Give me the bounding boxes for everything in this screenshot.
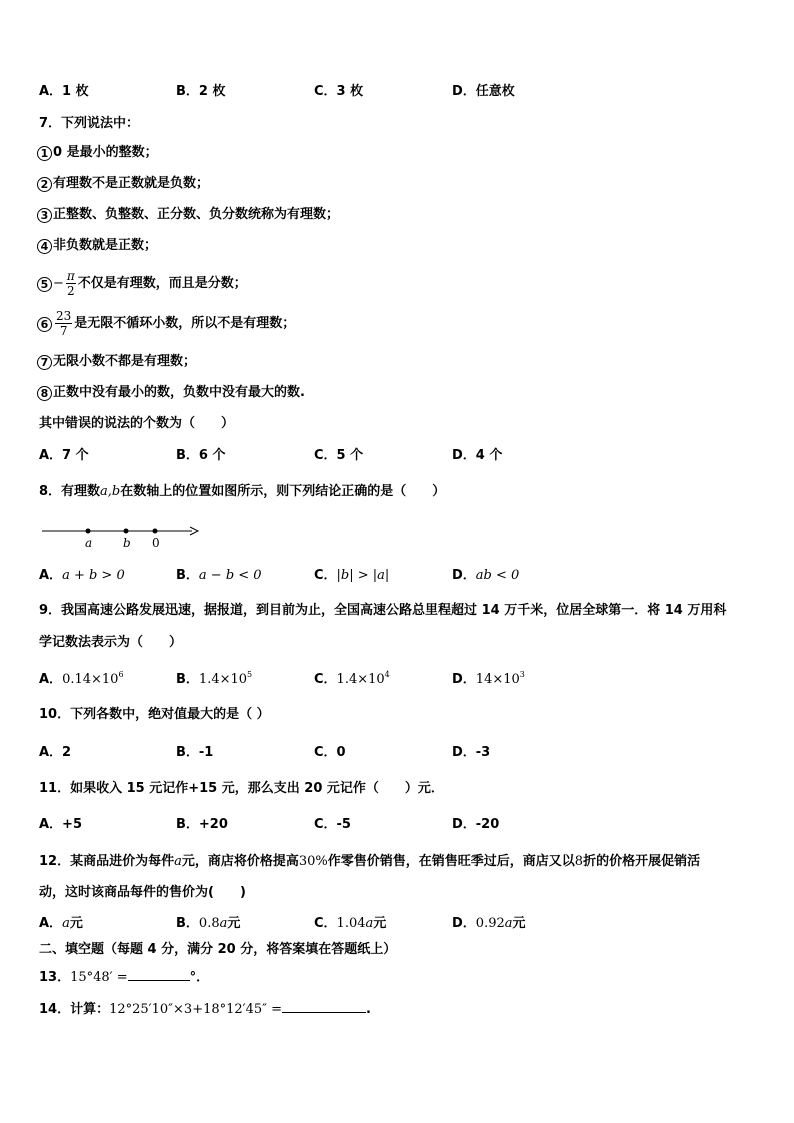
fraction-23-over-7 <box>55 309 72 338</box>
q7-option-b: B．6 个 <box>176 448 226 463</box>
q10-option-d: D．-3 <box>452 745 491 760</box>
answer-blank[interactable] <box>128 980 190 981</box>
q13-post: °． <box>189 970 210 985</box>
q10-option-a: A．2 <box>39 745 72 760</box>
option-label: B． <box>176 568 199 583</box>
fraction-denominator: 2 <box>67 284 75 298</box>
q8-option-b <box>176 567 262 585</box>
q14 <box>39 1001 371 1019</box>
q9-stem-line2: 学记数法表示为（ ） <box>39 635 183 650</box>
option-label: D． <box>452 672 476 687</box>
point-a <box>86 529 91 534</box>
q7-item-text: 无限小数不都是有理数； <box>53 354 197 369</box>
circled-number: 5 <box>37 277 52 292</box>
q8-option-a <box>39 567 125 585</box>
q13 <box>39 969 209 987</box>
q8-vars: a,b <box>100 484 121 499</box>
q14-number: 14．计算： <box>39 1002 110 1017</box>
q11-option-a: A．+5 <box>39 817 82 832</box>
circled-number: 2 <box>37 177 52 192</box>
label-zero: 0 <box>152 536 160 550</box>
option-var: a <box>62 916 70 931</box>
option-unit: 元 <box>512 916 526 931</box>
q10-option-c: C．0 <box>314 745 346 760</box>
circled-number: 3 <box>37 208 52 223</box>
q12-text: 作零售价销售，在销售旺季过后，商店又以 <box>327 854 575 869</box>
q13-number: 13． <box>39 970 71 985</box>
q7-item-text: 非负数就是正数； <box>53 238 158 253</box>
option-unit: 元 <box>69 916 83 931</box>
option-label: B． <box>176 916 199 931</box>
option-var: a <box>365 916 374 931</box>
q7-item-1 <box>37 144 158 162</box>
q8-stem-post: 在数轴上的位置如图所示，则下列结论正确的是（ ） <box>120 484 446 499</box>
q9-option-b <box>176 671 252 689</box>
option-math: |b| > |a| <box>336 568 390 583</box>
q7-item-7 <box>37 353 196 371</box>
q7-item-4 <box>37 237 157 255</box>
q6-option-c: C．3 枚 <box>314 84 364 99</box>
q7-item-3 <box>37 206 339 224</box>
option-label: D． <box>452 916 476 931</box>
q12-option-d <box>452 915 526 933</box>
q8-option-d <box>452 567 519 585</box>
q7-item-text: 是无限不循环小数，所以不是有理数； <box>74 316 296 331</box>
q9-option-a <box>39 671 124 689</box>
fraction-numerator: π <box>66 269 75 283</box>
q7-question: 其中错误的说法的个数为（ ） <box>39 416 235 431</box>
q9-option-d <box>452 671 525 689</box>
circled-number: 7 <box>37 355 52 370</box>
option-math: 1.4×10 <box>198 672 248 687</box>
q7-item-2 <box>37 175 209 193</box>
q11-option-c: C．-5 <box>314 817 351 832</box>
q12-stem-line2: 动，这时该商品每件的售价为( ) <box>39 885 246 900</box>
circled-number: 1 <box>37 146 52 161</box>
q12-option-b <box>176 915 240 933</box>
q13-math: 15°48′ = <box>70 970 128 985</box>
q7-item-text: 0 是最小的整数； <box>53 145 158 160</box>
option-label: C． <box>314 672 337 687</box>
option-unit: 元 <box>373 916 387 931</box>
option-label: C． <box>314 568 337 583</box>
q11-stem: 11．如果收入 15 元记作+15 元，那么支出 20 元记作（ ）元． <box>39 781 444 796</box>
q7-item-6 <box>37 307 295 341</box>
q9-stem-line1: 9．我国高速公路发展迅速，据报道，到目前为止，全国高速公路总里程超过 14 万千米，位居全球第一．将 14 万用科 <box>39 603 727 618</box>
fraction-numerator: 23 <box>56 309 72 323</box>
fraction-pi-over-2 <box>66 269 76 298</box>
q12-percent: 30% <box>298 854 328 869</box>
number-line-figure <box>40 520 210 554</box>
circled-number: 6 <box>37 317 52 332</box>
exponent: 6 <box>118 670 124 679</box>
circled-number: 8 <box>37 386 52 401</box>
option-label: C． <box>314 916 337 931</box>
q11-option-b: B．+20 <box>176 817 228 832</box>
q12-eight: 8 <box>574 854 584 869</box>
circled-number: 4 <box>37 239 52 254</box>
option-var: a <box>504 916 513 931</box>
q7-item-8 <box>37 384 305 402</box>
q10-option-b: B．-1 <box>176 745 214 760</box>
q10-stem: 10．下列各数中，绝对值最大的是（ ） <box>39 707 270 722</box>
q8-stem <box>39 483 445 501</box>
q8-option-c <box>314 567 389 585</box>
q14-post: . <box>366 1002 371 1017</box>
q12-stem-line1 <box>39 853 700 871</box>
exponent: 3 <box>519 670 525 679</box>
section-2-heading: 二、填空题（每题 4 分，满分 20 分，将答案填在答题纸上） <box>39 942 397 957</box>
fraction-denominator: 7 <box>59 324 68 338</box>
option-label: A． <box>39 916 63 931</box>
option-label: D． <box>452 568 476 583</box>
option-coef: 0.92 <box>475 916 505 931</box>
q7-item-text: 不仅是有理数，而且是分数； <box>77 276 247 291</box>
q7-item-5 <box>37 267 247 301</box>
q6-option-a: A．1 枚 <box>39 84 89 99</box>
q12-text: 元，商店将价格提高 <box>181 854 299 869</box>
point-zero <box>153 529 158 534</box>
q7-stem: 7．下列说法中： <box>39 116 140 131</box>
q7-item-text: 正数中没有最小的数，负数中没有最大的数. <box>53 385 305 400</box>
exponent: 4 <box>384 670 390 679</box>
option-math: 1.4×10 <box>336 672 385 687</box>
option-coef: 0.8 <box>198 916 220 931</box>
q11-option-d: D．-20 <box>452 817 500 832</box>
option-math: a − b < 0 <box>198 568 262 583</box>
label-b: b <box>123 536 131 550</box>
label-a: a <box>85 536 93 550</box>
option-label: A． <box>39 672 63 687</box>
point-b <box>124 529 129 534</box>
option-math: ab < 0 <box>475 568 520 583</box>
q7-option-a: A．7 个 <box>39 448 89 463</box>
option-math: 14×10 <box>475 672 520 687</box>
option-coef: 1.04 <box>336 916 366 931</box>
q9-option-c <box>314 671 390 689</box>
q12-option-a <box>39 915 83 933</box>
q12-text: 12．某商品进价为每件 <box>39 854 175 869</box>
q8-stem-pre: 8．有理数 <box>39 484 101 499</box>
exponent: 5 <box>247 670 253 679</box>
option-label: B． <box>176 672 199 687</box>
q7-item-text: 有理数不是正数就是负数； <box>53 176 210 191</box>
option-var: a <box>219 916 228 931</box>
option-label: A． <box>39 568 63 583</box>
minus-sign: − <box>53 276 64 291</box>
q6-option-b: B．2 枚 <box>176 84 226 99</box>
q7-item-text: 正整数、负整数、正分数、负分数统称为有理数； <box>53 207 340 222</box>
q12-text: 折的价格开展促销活 <box>583 854 701 869</box>
answer-blank[interactable] <box>282 1012 366 1013</box>
q12-var: a <box>174 854 182 869</box>
option-unit: 元 <box>227 916 241 931</box>
option-math: a + b > 0 <box>62 568 125 583</box>
q12-option-c <box>314 915 386 933</box>
q14-math: 12°25′10″×3+18°12′45″ = <box>109 1002 283 1017</box>
q7-option-c: C．5 个 <box>314 448 364 463</box>
q7-option-d: D．4 个 <box>452 448 503 463</box>
option-math: 0.14×10 <box>62 672 119 687</box>
q6-option-d: D．任意枚 <box>452 84 515 99</box>
